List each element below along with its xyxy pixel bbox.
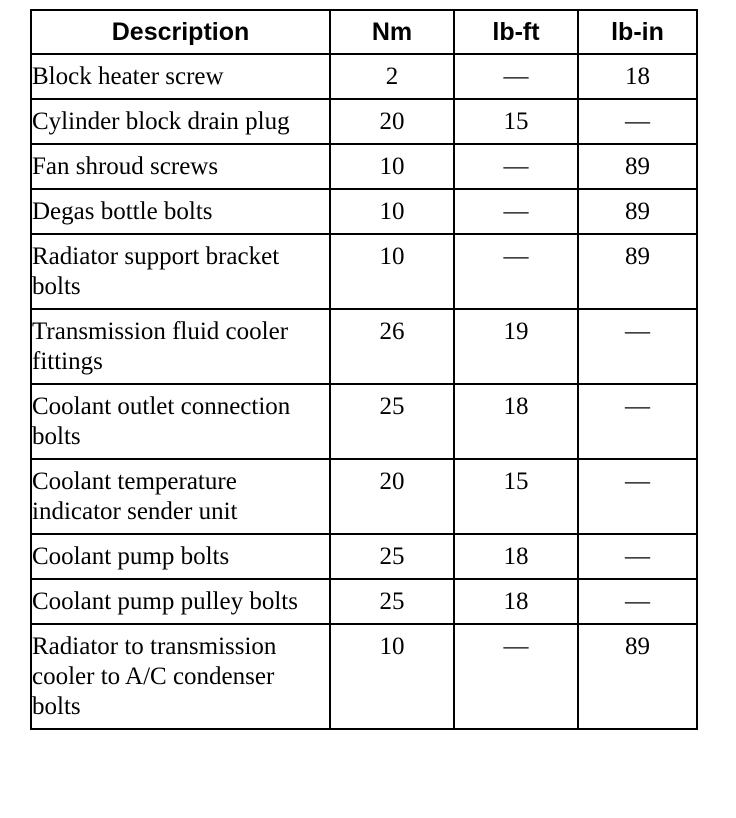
cell-nm: 25 bbox=[330, 534, 454, 579]
cell-lbft: 18 bbox=[454, 384, 578, 459]
cell-description: Block heater screw bbox=[31, 54, 330, 99]
table-row bbox=[31, 234, 697, 309]
cell-description: Degas bottle bolts bbox=[31, 189, 330, 234]
torque-spec-table bbox=[30, 9, 698, 730]
table-body bbox=[31, 54, 697, 729]
cell-nm: 25 bbox=[330, 384, 454, 459]
table-row bbox=[31, 189, 697, 234]
cell-lbft: — bbox=[454, 234, 578, 309]
table-row bbox=[31, 624, 697, 729]
cell-nm: 26 bbox=[330, 309, 454, 384]
cell-lbft: 19 bbox=[454, 309, 578, 384]
cell-description: Coolant pump bolts bbox=[31, 534, 330, 579]
cell-lbft: 18 bbox=[454, 534, 578, 579]
cell-lbin: — bbox=[578, 579, 697, 624]
header-description: Description bbox=[31, 10, 330, 54]
header-row bbox=[31, 10, 697, 54]
cell-lbft: — bbox=[454, 54, 578, 99]
table-row bbox=[31, 144, 697, 189]
cell-lbin: 18 bbox=[578, 54, 697, 99]
cell-description: Radiator to transmission cooler to A/C condenser bolts bbox=[31, 624, 330, 729]
table-row bbox=[31, 579, 697, 624]
cell-lbin: 89 bbox=[578, 624, 697, 729]
cell-lbft: 18 bbox=[454, 579, 578, 624]
cell-lbft: 15 bbox=[454, 99, 578, 144]
cell-nm: 10 bbox=[330, 144, 454, 189]
cell-lbft: — bbox=[454, 144, 578, 189]
cell-nm: 10 bbox=[330, 189, 454, 234]
header-lbft: lb-ft bbox=[454, 10, 578, 54]
cell-description: Radiator support bracket bolts bbox=[31, 234, 330, 309]
table-row bbox=[31, 459, 697, 534]
cell-nm: 2 bbox=[330, 54, 454, 99]
cell-lbft: — bbox=[454, 624, 578, 729]
header-lbin: lb-in bbox=[578, 10, 697, 54]
cell-lbft: 15 bbox=[454, 459, 578, 534]
cell-nm: 20 bbox=[330, 459, 454, 534]
header-nm: Nm bbox=[330, 10, 454, 54]
cell-lbin: 89 bbox=[578, 234, 697, 309]
cell-lbin: — bbox=[578, 459, 697, 534]
table-row bbox=[31, 99, 697, 144]
cell-description: Coolant outlet connection bolts bbox=[31, 384, 330, 459]
cell-description: Coolant pump pulley bolts bbox=[31, 579, 330, 624]
cell-nm: 10 bbox=[330, 624, 454, 729]
cell-lbin: — bbox=[578, 99, 697, 144]
table-row bbox=[31, 384, 697, 459]
table-row bbox=[31, 309, 697, 384]
table-header bbox=[31, 10, 697, 54]
table-row bbox=[31, 534, 697, 579]
cell-description: Fan shroud screws bbox=[31, 144, 330, 189]
table-row bbox=[31, 54, 697, 99]
cell-lbin: — bbox=[578, 384, 697, 459]
cell-nm: 25 bbox=[330, 579, 454, 624]
cell-description: Cylinder block drain plug bbox=[31, 99, 330, 144]
cell-nm: 20 bbox=[330, 99, 454, 144]
cell-nm: 10 bbox=[330, 234, 454, 309]
cell-lbin: 89 bbox=[578, 144, 697, 189]
cell-lbin: — bbox=[578, 309, 697, 384]
cell-description: Coolant temperature indicator sender unit bbox=[31, 459, 330, 534]
cell-lbin: — bbox=[578, 534, 697, 579]
cell-lbin: 89 bbox=[578, 189, 697, 234]
cell-description: Transmission fluid cooler fittings bbox=[31, 309, 330, 384]
cell-lbft: — bbox=[454, 189, 578, 234]
